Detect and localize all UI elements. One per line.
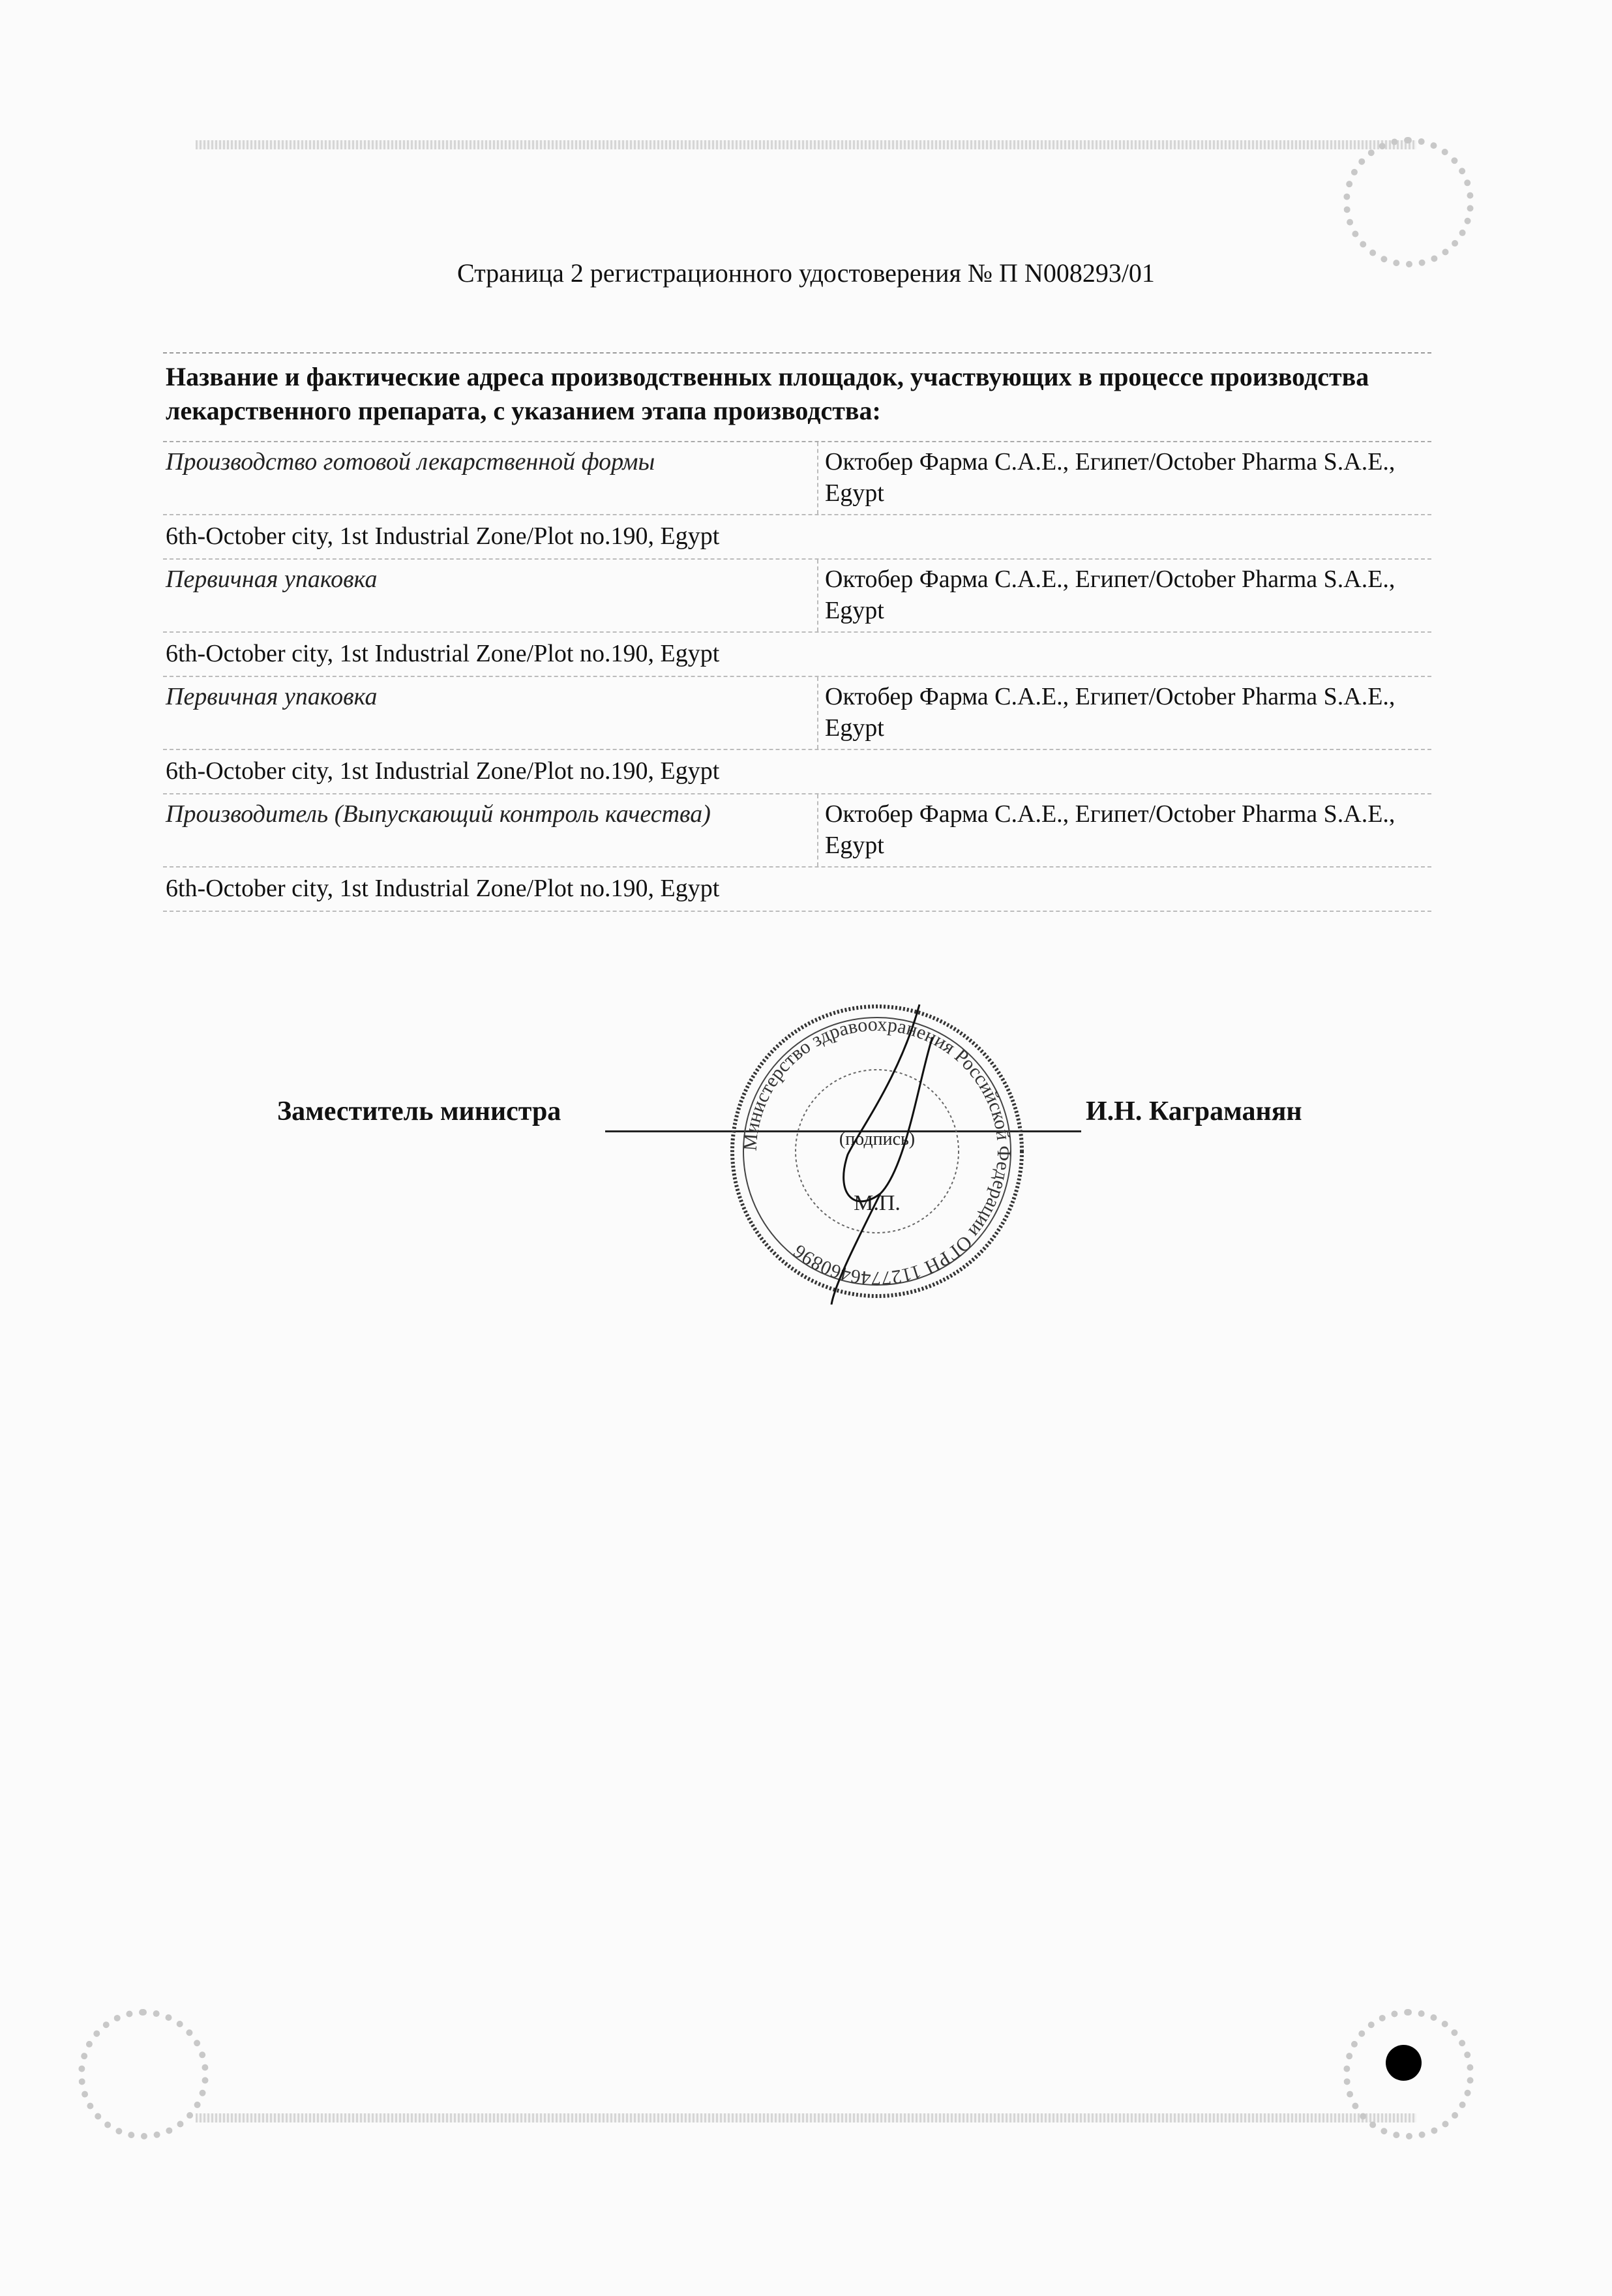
production-stage: Производитель (Выпускающий контроль качества) [163, 794, 818, 866]
page-title: Страница 2 регистрационного удостоверения № П N008293/01 [457, 258, 1155, 288]
signer-name: И.Н. Каграманян [1086, 1096, 1302, 1126]
table-row [163, 677, 1431, 750]
signature-caption: (подпись) [839, 1129, 916, 1149]
signer-position: Заместитель министра [277, 1096, 561, 1126]
rosette-ornament [78, 2009, 209, 2139]
handwritten-signature [831, 1004, 933, 1305]
production-stage: Производство готовой лекарственной формы [163, 442, 818, 514]
manufacturer-name: Октобер Фарма С.А.Е., Египет/October Pharma S.A.E., Egypt [825, 800, 1396, 859]
table-row [163, 794, 1431, 868]
official-seal-stamp [724, 998, 1030, 1305]
svg-text:Министерство здравоохранения Р [739, 1014, 1015, 1289]
punch-hole-mark [1386, 2045, 1422, 2081]
stamp-ring-text: Министерство здравоохранения Российской Федерации ОГРН 1127746460896 [739, 1013, 1015, 1290]
table-heading: Название и фактические адреса производственных площадок, участвующих в процессе производства лекарственного препарата, с указанием этапа производства: [163, 354, 1431, 442]
production-stage: Первичная упаковка [163, 677, 818, 749]
site-address: 6th-October city, 1st Industrial Zone/Plot no.190, Egypt [163, 515, 1431, 560]
production-stage: Первичная упаковка [163, 560, 818, 631]
table-row [163, 442, 1431, 515]
production-sites-table [163, 352, 1431, 912]
manufacturer-name: Октобер Фарма С.А.Е., Египет/October Pharma S.A.E., Egypt [825, 683, 1396, 742]
guilloche-border-top [196, 140, 1416, 149]
site-address: 6th-October city, 1st Industrial Zone/Plot no.190, Egypt [163, 750, 1431, 794]
site-address: 6th-October city, 1st Industrial Zone/Plot no.190, Egypt [163, 868, 1431, 912]
guilloche-border-bottom [196, 2113, 1416, 2122]
table-row [163, 560, 1431, 633]
rosette-ornament [1343, 137, 1474, 267]
manufacturer-name: Октобер Фарма С.А.Е., Египет/October Pharma S.A.E., Egypt [825, 566, 1396, 624]
manufacturer-name: Октобер Фарма С.А.Е., Египет/October Pharma S.A.E., Egypt [825, 448, 1396, 507]
site-address: 6th-October city, 1st Industrial Zone/Plot no.190, Egypt [163, 633, 1431, 677]
seal-caption: М.П. [854, 1191, 901, 1215]
